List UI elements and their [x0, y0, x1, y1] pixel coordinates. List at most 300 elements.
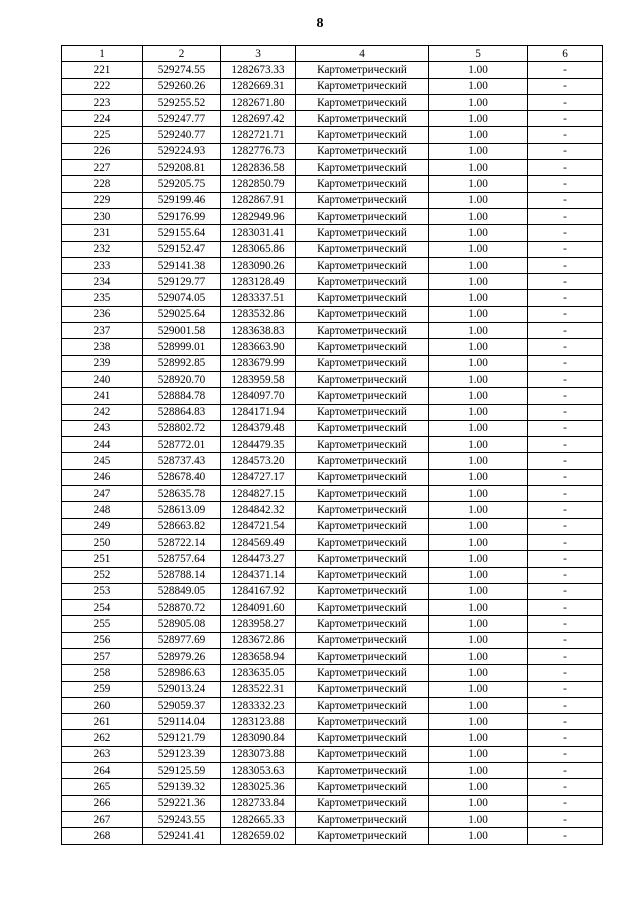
- point-number-cell: 245: [62, 453, 143, 469]
- method-cell: Картометрический: [296, 420, 429, 436]
- description-cell: -: [528, 274, 603, 290]
- column-header-3: 3: [221, 46, 296, 62]
- method-cell: Картометрический: [296, 176, 429, 192]
- coordinates-table: [61, 45, 603, 845]
- accuracy-cell: 1.00: [429, 746, 528, 762]
- x-coordinate-cell: 529139.32: [143, 779, 221, 795]
- y-coordinate-cell: 1283123.88: [221, 714, 296, 730]
- x-coordinate-cell: 529199.46: [143, 192, 221, 208]
- point-number-cell: 246: [62, 469, 143, 485]
- description-cell: -: [528, 518, 603, 534]
- description-cell: -: [528, 730, 603, 746]
- table-row: [62, 371, 603, 387]
- method-cell: Картометрический: [296, 355, 429, 371]
- x-coordinate-cell: 529247.77: [143, 111, 221, 127]
- description-cell: -: [528, 600, 603, 616]
- method-cell: Картометрический: [296, 648, 429, 664]
- description-cell: -: [528, 583, 603, 599]
- y-coordinate-cell: 1282665.33: [221, 811, 296, 827]
- description-cell: -: [528, 371, 603, 387]
- method-cell: Картометрический: [296, 404, 429, 420]
- x-coordinate-cell: 529129.77: [143, 274, 221, 290]
- x-coordinate-cell: 529224.93: [143, 143, 221, 159]
- method-cell: Картометрический: [296, 665, 429, 681]
- accuracy-cell: 1.00: [429, 388, 528, 404]
- y-coordinate-cell: 1282669.31: [221, 78, 296, 94]
- y-coordinate-cell: 1283959.58: [221, 371, 296, 387]
- description-cell: -: [528, 486, 603, 502]
- x-coordinate-cell: 528979.26: [143, 648, 221, 664]
- accuracy-cell: 1.00: [429, 648, 528, 664]
- description-cell: -: [528, 795, 603, 811]
- method-cell: Картометрический: [296, 746, 429, 762]
- accuracy-cell: 1.00: [429, 681, 528, 697]
- table-row: [62, 62, 603, 78]
- method-cell: Картометрический: [296, 714, 429, 730]
- method-cell: Картометрический: [296, 534, 429, 550]
- point-number-cell: 232: [62, 241, 143, 257]
- table-row: [62, 567, 603, 583]
- accuracy-cell: 1.00: [429, 127, 528, 143]
- table-row: [62, 763, 603, 779]
- method-cell: Картометрический: [296, 274, 429, 290]
- x-coordinate-cell: 529114.04: [143, 714, 221, 730]
- y-coordinate-cell: 1283073.88: [221, 746, 296, 762]
- method-cell: Картометрический: [296, 453, 429, 469]
- table-row: [62, 697, 603, 713]
- x-coordinate-cell: 529255.52: [143, 94, 221, 110]
- x-coordinate-cell: 529221.36: [143, 795, 221, 811]
- description-cell: -: [528, 176, 603, 192]
- table-row: [62, 208, 603, 224]
- point-number-cell: 257: [62, 648, 143, 664]
- accuracy-cell: 1.00: [429, 714, 528, 730]
- x-coordinate-cell: 528977.69: [143, 632, 221, 648]
- x-coordinate-cell: 528678.40: [143, 469, 221, 485]
- description-cell: -: [528, 681, 603, 697]
- x-coordinate-cell: 529025.64: [143, 306, 221, 322]
- description-cell: -: [528, 388, 603, 404]
- table-row: [62, 127, 603, 143]
- point-number-cell: 236: [62, 306, 143, 322]
- table-row: [62, 518, 603, 534]
- accuracy-cell: 1.00: [429, 355, 528, 371]
- method-cell: Картометрический: [296, 779, 429, 795]
- method-cell: Картометрический: [296, 795, 429, 811]
- x-coordinate-cell: 528722.14: [143, 534, 221, 550]
- x-coordinate-cell: 529013.24: [143, 681, 221, 697]
- point-number-cell: 238: [62, 339, 143, 355]
- x-coordinate-cell: 528788.14: [143, 567, 221, 583]
- accuracy-cell: 1.00: [429, 404, 528, 420]
- x-coordinate-cell: 529274.55: [143, 62, 221, 78]
- accuracy-cell: 1.00: [429, 665, 528, 681]
- table-row: [62, 779, 603, 795]
- accuracy-cell: 1.00: [429, 143, 528, 159]
- accuracy-cell: 1.00: [429, 486, 528, 502]
- point-number-cell: 241: [62, 388, 143, 404]
- column-header-5: 5: [429, 46, 528, 62]
- accuracy-cell: 1.00: [429, 371, 528, 387]
- y-coordinate-cell: 1283958.27: [221, 616, 296, 632]
- y-coordinate-cell: 1282949.96: [221, 208, 296, 224]
- method-cell: Картометрический: [296, 290, 429, 306]
- x-coordinate-cell: 529059.37: [143, 697, 221, 713]
- table-row: [62, 420, 603, 436]
- page-number: 8: [316, 16, 324, 31]
- point-number-cell: 224: [62, 111, 143, 127]
- point-number-cell: 249: [62, 518, 143, 534]
- description-cell: -: [528, 257, 603, 273]
- point-number-cell: 251: [62, 551, 143, 567]
- description-cell: -: [528, 616, 603, 632]
- y-coordinate-cell: 1283090.26: [221, 257, 296, 273]
- x-coordinate-cell: 529141.38: [143, 257, 221, 273]
- point-number-cell: 234: [62, 274, 143, 290]
- table-row: [62, 274, 603, 290]
- y-coordinate-cell: 1284171.94: [221, 404, 296, 420]
- table-row: [62, 257, 603, 273]
- y-coordinate-cell: 1282850.79: [221, 176, 296, 192]
- accuracy-cell: 1.00: [429, 600, 528, 616]
- accuracy-cell: 1.00: [429, 437, 528, 453]
- y-coordinate-cell: 1283635.05: [221, 665, 296, 681]
- point-number-cell: 227: [62, 160, 143, 176]
- accuracy-cell: 1.00: [429, 828, 528, 844]
- method-cell: Картометрический: [296, 828, 429, 844]
- method-cell: Картометрический: [296, 143, 429, 159]
- table-row: [62, 453, 603, 469]
- accuracy-cell: 1.00: [429, 290, 528, 306]
- x-coordinate-cell: 528737.43: [143, 453, 221, 469]
- x-coordinate-cell: 529260.26: [143, 78, 221, 94]
- table-body: [62, 62, 603, 844]
- method-cell: Картометрический: [296, 681, 429, 697]
- accuracy-cell: 1.00: [429, 795, 528, 811]
- point-number-cell: 235: [62, 290, 143, 306]
- method-cell: Картометрический: [296, 94, 429, 110]
- point-number-cell: 254: [62, 600, 143, 616]
- point-number-cell: 231: [62, 225, 143, 241]
- x-coordinate-cell: 528802.72: [143, 420, 221, 436]
- point-number-cell: 255: [62, 616, 143, 632]
- point-number-cell: 230: [62, 208, 143, 224]
- table-row: [62, 388, 603, 404]
- description-cell: -: [528, 62, 603, 78]
- x-coordinate-cell: 529240.77: [143, 127, 221, 143]
- point-number-cell: 261: [62, 714, 143, 730]
- method-cell: Картометрический: [296, 339, 429, 355]
- description-cell: -: [528, 453, 603, 469]
- y-coordinate-cell: 1284842.32: [221, 502, 296, 518]
- table-row: [62, 730, 603, 746]
- description-cell: -: [528, 339, 603, 355]
- table-row: [62, 811, 603, 827]
- table-row: [62, 502, 603, 518]
- point-number-cell: 239: [62, 355, 143, 371]
- accuracy-cell: 1.00: [429, 502, 528, 518]
- description-cell: -: [528, 143, 603, 159]
- y-coordinate-cell: 1282836.58: [221, 160, 296, 176]
- y-coordinate-cell: 1283522.31: [221, 681, 296, 697]
- x-coordinate-cell: 528884.78: [143, 388, 221, 404]
- accuracy-cell: 1.00: [429, 208, 528, 224]
- accuracy-cell: 1.00: [429, 453, 528, 469]
- point-number-cell: 225: [62, 127, 143, 143]
- point-number-cell: 264: [62, 763, 143, 779]
- description-cell: -: [528, 648, 603, 664]
- table-row: [62, 290, 603, 306]
- description-cell: -: [528, 404, 603, 420]
- column-header-2: 2: [143, 46, 221, 62]
- y-coordinate-cell: 1282673.33: [221, 62, 296, 78]
- point-number-cell: 259: [62, 681, 143, 697]
- accuracy-cell: 1.00: [429, 616, 528, 632]
- table-row: [62, 828, 603, 844]
- method-cell: Картометрический: [296, 730, 429, 746]
- accuracy-cell: 1.00: [429, 730, 528, 746]
- table-row: [62, 714, 603, 730]
- table-row: [62, 746, 603, 762]
- x-coordinate-cell: 529123.39: [143, 746, 221, 762]
- point-number-cell: 222: [62, 78, 143, 94]
- method-cell: Картометрический: [296, 225, 429, 241]
- y-coordinate-cell: 1284721.54: [221, 518, 296, 534]
- x-coordinate-cell: 528635.78: [143, 486, 221, 502]
- x-coordinate-cell: 528864.83: [143, 404, 221, 420]
- accuracy-cell: 1.00: [429, 567, 528, 583]
- y-coordinate-cell: 1284473.27: [221, 551, 296, 567]
- x-coordinate-cell: 529243.55: [143, 811, 221, 827]
- method-cell: Картометрический: [296, 306, 429, 322]
- x-coordinate-cell: 528992.85: [143, 355, 221, 371]
- accuracy-cell: 1.00: [429, 192, 528, 208]
- table-row: [62, 632, 603, 648]
- x-coordinate-cell: 529176.99: [143, 208, 221, 224]
- table-row: [62, 143, 603, 159]
- table-row: [62, 681, 603, 697]
- description-cell: -: [528, 94, 603, 110]
- description-cell: -: [528, 78, 603, 94]
- x-coordinate-cell: 529208.81: [143, 160, 221, 176]
- method-cell: Картометрический: [296, 567, 429, 583]
- y-coordinate-cell: 1284379.48: [221, 420, 296, 436]
- description-cell: -: [528, 192, 603, 208]
- y-coordinate-cell: 1282659.02: [221, 828, 296, 844]
- table-row: [62, 600, 603, 616]
- y-coordinate-cell: 1282697.42: [221, 111, 296, 127]
- column-header-4: 4: [296, 46, 429, 62]
- point-number-cell: 250: [62, 534, 143, 550]
- description-cell: -: [528, 420, 603, 436]
- method-cell: Картометрический: [296, 160, 429, 176]
- y-coordinate-cell: 1284167.92: [221, 583, 296, 599]
- point-number-cell: 237: [62, 323, 143, 339]
- x-coordinate-cell: 528613.09: [143, 502, 221, 518]
- y-coordinate-cell: 1284091.60: [221, 600, 296, 616]
- x-coordinate-cell: 529152.47: [143, 241, 221, 257]
- accuracy-cell: 1.00: [429, 632, 528, 648]
- method-cell: Картометрический: [296, 616, 429, 632]
- y-coordinate-cell: 1284479.35: [221, 437, 296, 453]
- point-number-cell: 266: [62, 795, 143, 811]
- method-cell: Картометрический: [296, 371, 429, 387]
- method-cell: Картометрический: [296, 62, 429, 78]
- point-number-cell: 253: [62, 583, 143, 599]
- y-coordinate-cell: 1282721.71: [221, 127, 296, 143]
- accuracy-cell: 1.00: [429, 697, 528, 713]
- description-cell: -: [528, 306, 603, 322]
- accuracy-cell: 1.00: [429, 257, 528, 273]
- point-number-cell: 223: [62, 94, 143, 110]
- x-coordinate-cell: 528999.01: [143, 339, 221, 355]
- table-row: [62, 648, 603, 664]
- column-header-6: 6: [528, 46, 603, 62]
- description-cell: -: [528, 567, 603, 583]
- method-cell: Картометрический: [296, 502, 429, 518]
- description-cell: -: [528, 551, 603, 567]
- y-coordinate-cell: 1283031.41: [221, 225, 296, 241]
- accuracy-cell: 1.00: [429, 420, 528, 436]
- x-coordinate-cell: 528772.01: [143, 437, 221, 453]
- y-coordinate-cell: 1283332.23: [221, 697, 296, 713]
- method-cell: Картометрический: [296, 763, 429, 779]
- description-cell: -: [528, 111, 603, 127]
- accuracy-cell: 1.00: [429, 551, 528, 567]
- method-cell: Картометрический: [296, 241, 429, 257]
- table-row: [62, 404, 603, 420]
- method-cell: Картометрический: [296, 697, 429, 713]
- point-number-cell: 240: [62, 371, 143, 387]
- description-cell: -: [528, 665, 603, 681]
- y-coordinate-cell: 1283337.51: [221, 290, 296, 306]
- table-row: [62, 551, 603, 567]
- y-coordinate-cell: 1284097.70: [221, 388, 296, 404]
- description-cell: -: [528, 534, 603, 550]
- method-cell: Картометрический: [296, 388, 429, 404]
- method-cell: Картометрический: [296, 208, 429, 224]
- table-row: [62, 241, 603, 257]
- table-row: [62, 355, 603, 371]
- point-number-cell: 247: [62, 486, 143, 502]
- method-cell: Картометрический: [296, 583, 429, 599]
- point-number-cell: 267: [62, 811, 143, 827]
- accuracy-cell: 1.00: [429, 78, 528, 94]
- table-row: [62, 339, 603, 355]
- x-coordinate-cell: 528920.70: [143, 371, 221, 387]
- y-coordinate-cell: 1283672.86: [221, 632, 296, 648]
- y-coordinate-cell: 1283658.94: [221, 648, 296, 664]
- point-number-cell: 221: [62, 62, 143, 78]
- description-cell: -: [528, 160, 603, 176]
- accuracy-cell: 1.00: [429, 94, 528, 110]
- table-row: [62, 795, 603, 811]
- y-coordinate-cell: 1282671.80: [221, 94, 296, 110]
- description-cell: -: [528, 763, 603, 779]
- method-cell: Картометрический: [296, 323, 429, 339]
- accuracy-cell: 1.00: [429, 225, 528, 241]
- table-row: [62, 437, 603, 453]
- point-number-cell: 233: [62, 257, 143, 273]
- method-cell: Картометрический: [296, 257, 429, 273]
- accuracy-cell: 1.00: [429, 518, 528, 534]
- description-cell: -: [528, 779, 603, 795]
- y-coordinate-cell: 1282867.91: [221, 192, 296, 208]
- table-row: [62, 323, 603, 339]
- y-coordinate-cell: 1284569.49: [221, 534, 296, 550]
- accuracy-cell: 1.00: [429, 62, 528, 78]
- x-coordinate-cell: 528870.72: [143, 600, 221, 616]
- accuracy-cell: 1.00: [429, 469, 528, 485]
- accuracy-cell: 1.00: [429, 779, 528, 795]
- point-number-cell: 252: [62, 567, 143, 583]
- method-cell: Картометрический: [296, 192, 429, 208]
- accuracy-cell: 1.00: [429, 176, 528, 192]
- y-coordinate-cell: 1283638.83: [221, 323, 296, 339]
- method-cell: Картометрический: [296, 127, 429, 143]
- method-cell: Картометрический: [296, 437, 429, 453]
- point-number-cell: 268: [62, 828, 143, 844]
- table-row: [62, 176, 603, 192]
- accuracy-cell: 1.00: [429, 274, 528, 290]
- table-row: [62, 583, 603, 599]
- description-cell: -: [528, 632, 603, 648]
- table-row: [62, 94, 603, 110]
- y-coordinate-cell: 1282776.73: [221, 143, 296, 159]
- table-row: [62, 469, 603, 485]
- x-coordinate-cell: 528905.08: [143, 616, 221, 632]
- column-header-1: 1: [62, 46, 143, 62]
- description-cell: -: [528, 469, 603, 485]
- x-coordinate-cell: 529121.79: [143, 730, 221, 746]
- y-coordinate-cell: 1284573.20: [221, 453, 296, 469]
- accuracy-cell: 1.00: [429, 160, 528, 176]
- y-coordinate-cell: 1283025.36: [221, 779, 296, 795]
- table-row: [62, 78, 603, 94]
- accuracy-cell: 1.00: [429, 111, 528, 127]
- x-coordinate-cell: 529155.64: [143, 225, 221, 241]
- table-row: [62, 306, 603, 322]
- description-cell: -: [528, 127, 603, 143]
- table-row: [62, 111, 603, 127]
- y-coordinate-cell: 1283053.63: [221, 763, 296, 779]
- y-coordinate-cell: 1283679.99: [221, 355, 296, 371]
- point-number-cell: 256: [62, 632, 143, 648]
- method-cell: Картометрический: [296, 632, 429, 648]
- table-row: [62, 534, 603, 550]
- point-number-cell: 244: [62, 437, 143, 453]
- y-coordinate-cell: 1282733.84: [221, 795, 296, 811]
- y-coordinate-cell: 1284827.15: [221, 486, 296, 502]
- accuracy-cell: 1.00: [429, 241, 528, 257]
- y-coordinate-cell: 1283065.86: [221, 241, 296, 257]
- accuracy-cell: 1.00: [429, 306, 528, 322]
- table-row: [62, 665, 603, 681]
- method-cell: Картометрический: [296, 551, 429, 567]
- description-cell: -: [528, 746, 603, 762]
- description-cell: -: [528, 502, 603, 518]
- description-cell: -: [528, 355, 603, 371]
- description-cell: -: [528, 241, 603, 257]
- accuracy-cell: 1.00: [429, 763, 528, 779]
- x-coordinate-cell: 528663.82: [143, 518, 221, 534]
- description-cell: -: [528, 323, 603, 339]
- method-cell: Картометрический: [296, 518, 429, 534]
- table-row: [62, 616, 603, 632]
- method-cell: Картометрический: [296, 78, 429, 94]
- description-cell: -: [528, 225, 603, 241]
- x-coordinate-cell: 529205.75: [143, 176, 221, 192]
